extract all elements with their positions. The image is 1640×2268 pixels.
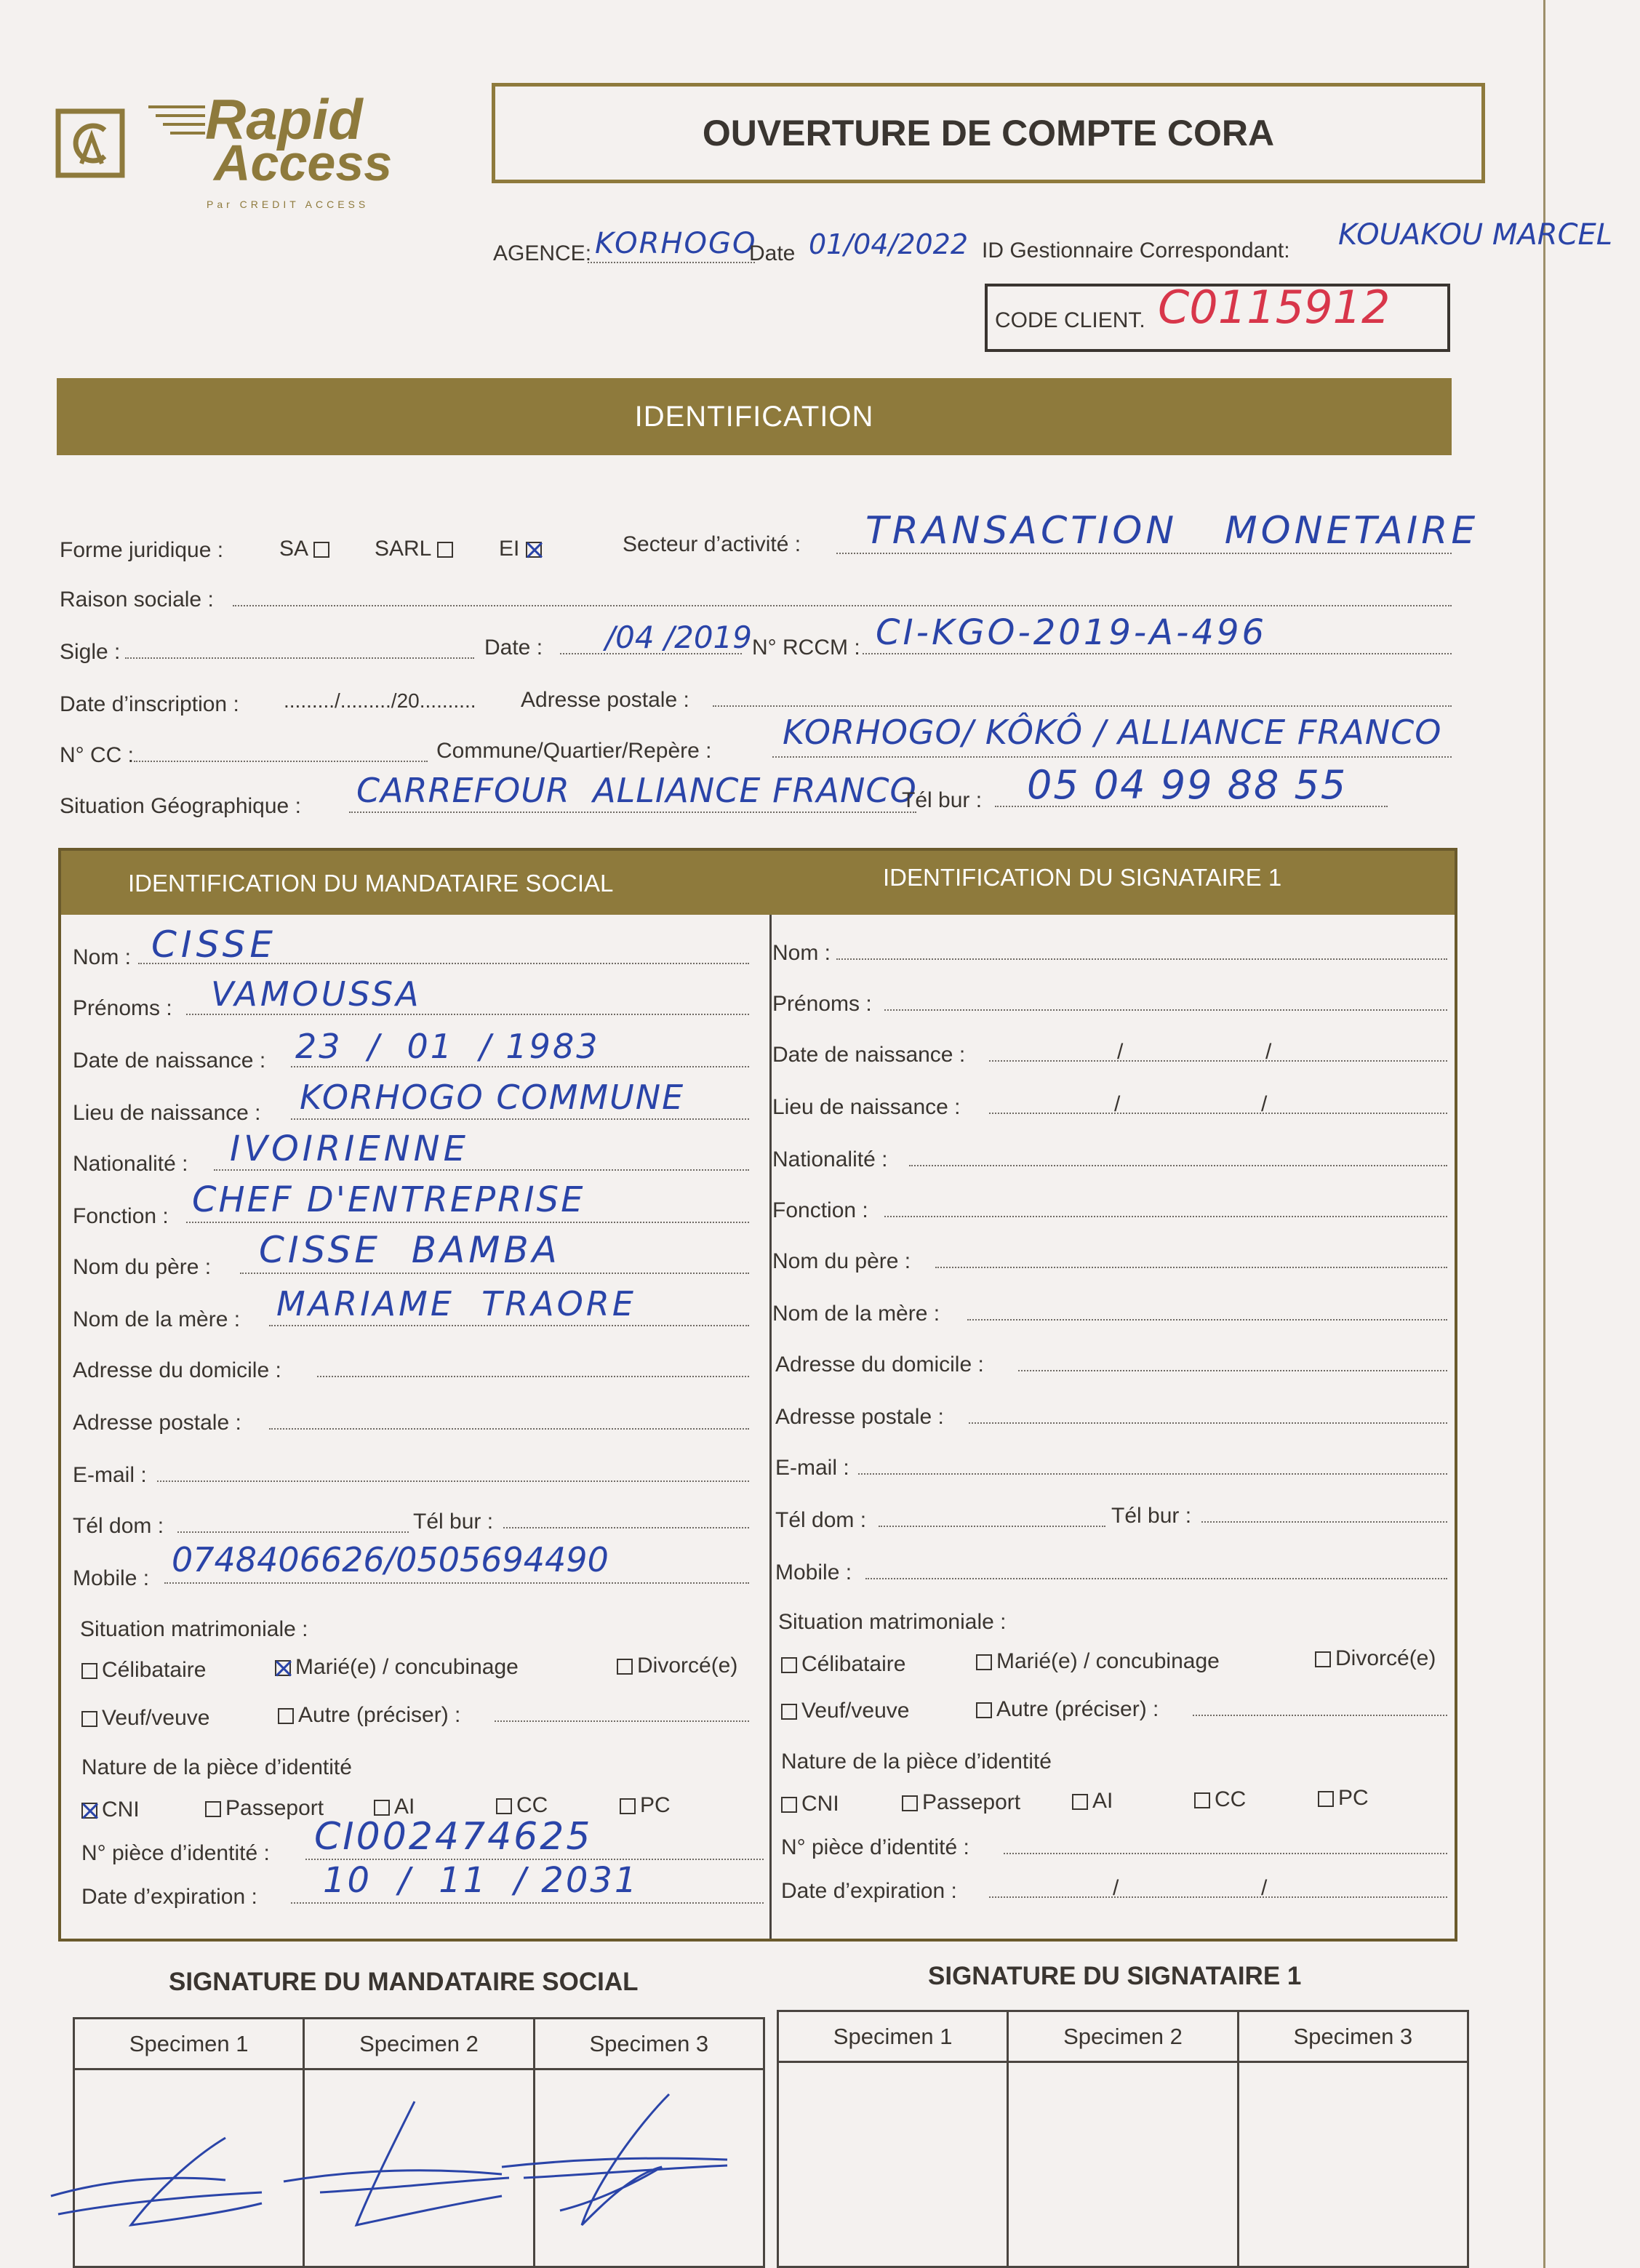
s-expiration-slash-2: /: [1261, 1876, 1268, 1900]
s-email-label: E-mail :: [775, 1456, 849, 1480]
m-expiration-value[interactable]: 10 / 11 / 2031: [323, 1860, 639, 1901]
m-email-label: E-mail :: [73, 1463, 147, 1487]
page-edge-line: [1543, 0, 1545, 2268]
s-checkbox-cc[interactable]: [1194, 1792, 1210, 1808]
s-nationalite-label: Nationalité :: [772, 1147, 888, 1171]
m-piece-ai[interactable]: AI: [374, 1795, 415, 1819]
s-fonction-line: [884, 1216, 1447, 1217]
forme-option-sarl[interactable]: SARL: [375, 537, 457, 561]
s-piece-passeport[interactable]: Passeport: [902, 1790, 1020, 1815]
s-matrimoniale-label: Situation matrimoniale :: [778, 1610, 1007, 1634]
logo-speed-lines-icon: [141, 101, 207, 145]
s-mat-divorce[interactable]: Divorcé(e): [1315, 1646, 1436, 1671]
s-email-line: [858, 1473, 1447, 1475]
code-client-value[interactable]: C0115912: [1158, 281, 1391, 334]
logo-brand-access: Access: [214, 135, 393, 191]
code-client-label: CODE CLIENT.: [995, 308, 1145, 332]
s-tel-dom-line: [879, 1526, 1105, 1527]
s-checkbox-divorce[interactable]: [1315, 1651, 1331, 1667]
m-tel-dom-label: Tél dom :: [73, 1514, 164, 1538]
sigle-label: Sigle :: [60, 640, 121, 664]
m-nom-value[interactable]: CISSE: [151, 923, 277, 966]
m-mere-line: [269, 1325, 749, 1326]
logo-tagline: Par CREDIT ACCESS: [207, 199, 369, 210]
m-expiration-label: Date d’expiration :: [81, 1885, 257, 1909]
ncc-label: N° CC :: [60, 743, 134, 767]
rccm-label: N° RCCM :: [752, 636, 860, 660]
situation-label: Situation Géographique :: [60, 794, 301, 818]
m-nationalite-line: [214, 1169, 749, 1171]
m-mobile-line: [164, 1582, 749, 1584]
m-mat-marie[interactable]: Marié(e) / concubinage: [275, 1655, 519, 1680]
id-adresse-postale-label: Adresse postale :: [521, 688, 689, 712]
m-autre-line: [495, 1720, 749, 1722]
id-date-value[interactable]: /04 /2019: [605, 620, 752, 655]
m-mere-label: Nom de la mère :: [73, 1307, 241, 1331]
m-matrimoniale-label: Situation matrimoniale :: [80, 1617, 308, 1641]
s-lieu-line: [989, 1113, 1447, 1114]
m-pere-value[interactable]: CISSE BAMBA: [259, 1229, 561, 1271]
m-checkbox-divorce[interactable]: [617, 1659, 633, 1675]
m-lieu-line: [291, 1118, 749, 1120]
m-expiration-line: [291, 1902, 764, 1904]
m-email-line: [157, 1480, 749, 1482]
m-pere-label: Nom du père :: [73, 1255, 212, 1279]
commune-line: [772, 756, 1452, 758]
gestionnaire-value[interactable]: KOUAKOU MARCEL: [1338, 218, 1613, 252]
s-checkbox-ai[interactable]: [1072, 1794, 1088, 1810]
s-nature-piece-label: Nature de la pièce d’identité: [781, 1750, 1052, 1774]
id-tel-bur-label: Tél bur :: [902, 788, 983, 812]
s-postale-label: Adresse postale :: [775, 1405, 944, 1429]
m-specimen-3-header: Specimen 3: [534, 2019, 764, 2069]
m-specimen-1-header: Specimen 1: [74, 2019, 304, 2069]
raison-sociale-line: [233, 605, 1452, 606]
agence-value[interactable]: KORHOGO: [595, 227, 757, 260]
m-tel-bur-label: Tél bur :: [413, 1510, 494, 1534]
s-mere-line: [967, 1319, 1447, 1321]
m-domicile-line: [317, 1376, 749, 1377]
identification-banner: [57, 378, 1452, 455]
header-date-value[interactable]: 01/04/2022: [809, 228, 969, 260]
form-title-box: [492, 83, 1485, 183]
s-checkbox-veuf[interactable]: [781, 1704, 797, 1720]
s-expiration-line: [989, 1896, 1447, 1898]
s-mat-veuf[interactable]: Veuf/veuve: [781, 1699, 909, 1723]
s-postale-line: [969, 1422, 1447, 1424]
s-naissance-line: [989, 1060, 1447, 1062]
m-lieu-label: Lieu de naissance :: [73, 1101, 261, 1125]
s-lieu-slash-2: /: [1261, 1092, 1268, 1116]
m-checkbox-cc[interactable]: [496, 1798, 512, 1814]
s-pere-line: [935, 1267, 1447, 1268]
s-piece-cni[interactable]: CNI: [781, 1792, 839, 1816]
m-checkbox-celibataire[interactable]: [81, 1663, 97, 1679]
checkbox-sarl[interactable]: [437, 542, 453, 558]
m-prenoms-value[interactable]: VAMOUSSA: [211, 974, 422, 1014]
s-checkbox-passeport[interactable]: [902, 1795, 918, 1811]
sigle-line: [125, 657, 474, 659]
rccm-line: [863, 653, 1452, 654]
m-checkbox-autre[interactable]: [278, 1708, 294, 1724]
m-postale-label: Adresse postale :: [73, 1411, 241, 1435]
s-specimen-2-cell[interactable]: [1008, 2062, 1238, 2267]
ncc-line: [134, 761, 428, 762]
s-naissance-label: Date de naissance :: [772, 1043, 966, 1067]
s-nationalite-line: [909, 1165, 1447, 1166]
m-piece-numero-label: N° pièce d’identité :: [81, 1841, 270, 1865]
identification-table-divider: [769, 915, 772, 1939]
m-lieu-value[interactable]: KORHOGO COMMUNE: [300, 1078, 685, 1117]
secteur-value[interactable]: TRANSACTION MONETAIRE: [865, 509, 1479, 553]
m-tel-dom-line: [177, 1531, 409, 1533]
m-naissance-line: [291, 1066, 749, 1067]
handwritten-signature-1: [44, 2094, 291, 2240]
s-expiration-label: Date d’expiration :: [781, 1879, 957, 1903]
handwritten-signature-2: [276, 2087, 524, 2240]
s-piece-pc[interactable]: PC: [1318, 1786, 1369, 1811]
forme-option-sa[interactable]: SA: [279, 537, 334, 561]
m-mat-autre[interactable]: Autre (préciser) :: [278, 1703, 460, 1728]
checkbox-ei[interactable]: [526, 542, 542, 558]
s-mobile-label: Mobile :: [775, 1560, 852, 1584]
s-prenoms-label: Prénoms :: [772, 992, 872, 1016]
s-piece-ai[interactable]: AI: [1072, 1789, 1113, 1814]
mandataire-heading: IDENTIFICATION DU MANDATAIRE SOCIAL: [128, 870, 614, 897]
m-prenoms-line: [186, 1014, 749, 1015]
m-nature-piece-label: Nature de la pièce d’identité: [81, 1755, 352, 1779]
situation-value[interactable]: CARREFOUR ALLIANCE FRANCO: [356, 771, 917, 810]
m-mobile-label: Mobile :: [73, 1566, 150, 1590]
s-checkbox-celibataire[interactable]: [781, 1657, 797, 1673]
raison-sociale-label: Raison sociale :: [60, 588, 214, 612]
forme-juridique-label: Forme juridique :: [60, 538, 224, 562]
agence-label: AGENCE:: [493, 241, 592, 265]
m-naissance-value[interactable]: 23 / 01 / 1983: [295, 1027, 600, 1066]
rapid-access-logo: [54, 87, 417, 218]
forme-option-ei[interactable]: EI: [499, 537, 546, 561]
s-specimen-1-cell[interactable]: [778, 2062, 1008, 2267]
m-mat-veuf[interactable]: Veuf/veuve: [81, 1706, 209, 1731]
commune-value[interactable]: KORHOGO/ KÔKÔ / ALLIANCE FRANCO: [783, 713, 1442, 752]
situation-line: [349, 812, 916, 813]
m-tel-bur-line: [503, 1527, 749, 1528]
m-prenoms-label: Prénoms :: [73, 996, 172, 1020]
m-fonction-value[interactable]: CHEF D'ENTREPRISE: [192, 1179, 585, 1220]
m-piece-numero-value[interactable]: CI002474625: [314, 1815, 593, 1859]
s-checkbox-autre[interactable]: [976, 1702, 992, 1718]
logo-emblem-icon: [54, 107, 127, 180]
m-pere-line: [240, 1273, 749, 1274]
m-checkbox-passeport[interactable]: [205, 1801, 221, 1817]
s-autre-line: [1193, 1715, 1447, 1716]
id-date-label: Date :: [484, 636, 543, 660]
s-mat-celibataire[interactable]: Célibataire: [781, 1652, 905, 1677]
s-checkbox-cni[interactable]: [781, 1797, 797, 1813]
m-mobile-value[interactable]: 0748406626/0505694490: [172, 1540, 609, 1579]
m-specimen-2-header: Specimen 2: [304, 2019, 534, 2069]
s-checkbox-pc[interactable]: [1318, 1791, 1334, 1807]
s-naissance-slash-1: /: [1117, 1040, 1124, 1064]
signataire-heading: IDENTIFICATION DU SIGNATAIRE 1: [883, 864, 1282, 891]
s-nom-line: [836, 958, 1447, 960]
date-inscription-template[interactable]: ........./........./20..........: [284, 689, 476, 712]
m-checkbox-veuf[interactable]: [81, 1711, 97, 1727]
m-checkbox-cni[interactable]: [81, 1803, 97, 1819]
m-piece-cni[interactable]: CNI: [81, 1798, 140, 1822]
s-mere-label: Nom de la mère :: [772, 1302, 940, 1326]
m-naissance-label: Date de naissance :: [73, 1049, 266, 1073]
signataire-signature-table: [777, 2010, 1469, 2268]
secteur-label: Secteur d’activité :: [623, 532, 801, 556]
m-nom-label: Nom :: [73, 945, 132, 969]
checkbox-sa[interactable]: [313, 542, 329, 558]
date-inscription-label: Date d’inscription :: [60, 692, 239, 716]
s-tel-bur-line: [1201, 1521, 1447, 1523]
s-lieu-slash-1: /: [1114, 1092, 1121, 1116]
s-pere-label: Nom du père :: [772, 1249, 911, 1273]
header-date-label: Date: [749, 241, 796, 265]
s-expiration-slash-1: /: [1113, 1876, 1119, 1900]
form-title: OUVERTURE DE COMPTE CORA: [702, 113, 1275, 153]
s-naissance-slash-2: /: [1265, 1040, 1272, 1064]
s-lieu-label: Lieu de naissance :: [772, 1095, 961, 1119]
signataire-signature-title: SIGNATURE DU SIGNATAIRE 1: [928, 1962, 1302, 1990]
m-piece-passeport[interactable]: Passeport: [205, 1796, 324, 1821]
s-checkbox-marie[interactable]: [976, 1654, 992, 1670]
handwritten-signature-3: [495, 2080, 742, 2240]
m-fonction-label: Fonction :: [73, 1204, 169, 1228]
gestionnaire-label: ID Gestionnaire Correspondant:: [982, 239, 1290, 263]
m-fonction-line: [186, 1222, 749, 1223]
s-specimen-3-header: Specimen 3: [1238, 2011, 1468, 2062]
s-piece-numero-line: [1004, 1853, 1447, 1854]
m-mere-value[interactable]: MARIAME TRAORE: [276, 1284, 636, 1323]
s-domicile-label: Adresse du domicile :: [775, 1353, 984, 1377]
rccm-value[interactable]: CI-KGO-2019-A-496: [876, 612, 1268, 653]
logo-brand-rapid: Rapid: [205, 87, 363, 151]
id-tel-bur-value[interactable]: 05 04 99 88 55: [1027, 762, 1348, 808]
s-tel-dom-label: Tél dom :: [775, 1508, 867, 1532]
m-checkbox-ai[interactable]: [374, 1800, 390, 1816]
s-tel-bur-label: Tél bur :: [1111, 1504, 1192, 1528]
s-nom-label: Nom :: [772, 941, 831, 965]
m-piece-cc[interactable]: CC: [496, 1793, 548, 1818]
s-specimen-2-header: Specimen 2: [1008, 2011, 1238, 2062]
s-piece-numero-label: N° pièce d’identité :: [781, 1835, 969, 1859]
s-mat-autre[interactable]: Autre (préciser) :: [976, 1697, 1159, 1722]
s-mobile-line: [865, 1578, 1447, 1579]
mandataire-signature-title: SIGNATURE DU MANDATAIRE SOCIAL: [169, 1968, 639, 1996]
s-specimen-3-cell[interactable]: [1238, 2062, 1468, 2267]
s-mat-marie[interactable]: Marié(e) / concubinage: [976, 1649, 1220, 1674]
m-checkbox-marie[interactable]: [275, 1660, 291, 1676]
m-checkbox-pc[interactable]: [620, 1798, 636, 1814]
secteur-line: [836, 553, 1452, 554]
m-mat-celibataire[interactable]: Célibataire: [81, 1658, 206, 1683]
m-nationalite-label: Nationalité :: [73, 1152, 188, 1176]
s-domicile-line: [1018, 1370, 1447, 1371]
m-postale-line: [269, 1428, 749, 1430]
m-nationalite-value[interactable]: IVOIRIENNE: [230, 1129, 469, 1169]
s-fonction-label: Fonction :: [772, 1198, 868, 1222]
m-piece-pc[interactable]: PC: [620, 1793, 671, 1818]
m-domicile-label: Adresse du domicile :: [73, 1358, 281, 1382]
commune-label: Commune/Quartier/Repère :: [436, 739, 712, 763]
id-adresse-postale-line: [713, 705, 1452, 707]
s-prenoms-line: [884, 1009, 1447, 1011]
s-piece-cc[interactable]: CC: [1194, 1787, 1246, 1812]
s-specimen-1-header: Specimen 1: [778, 2011, 1008, 2062]
identification-title: IDENTIFICATION: [634, 401, 874, 433]
agence-line: [588, 262, 755, 263]
m-mat-divorce[interactable]: Divorcé(e): [617, 1654, 737, 1678]
